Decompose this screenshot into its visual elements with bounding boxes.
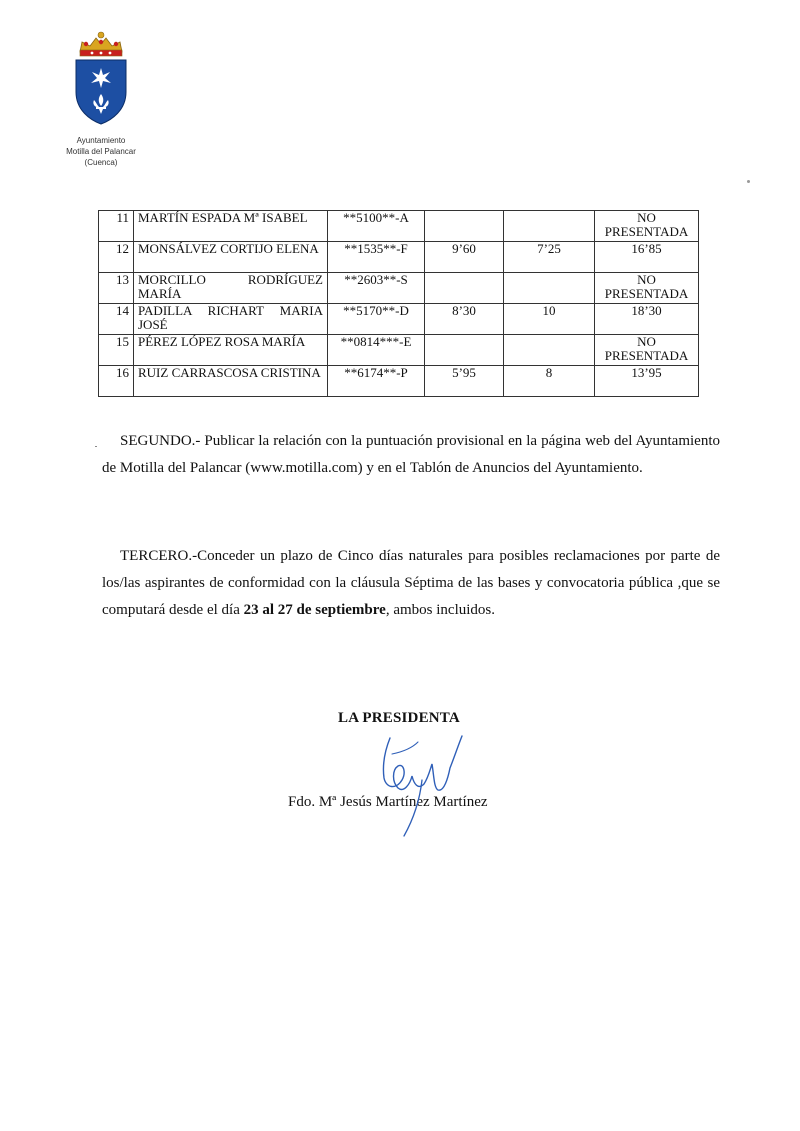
- score-second: 7’25: [504, 242, 595, 273]
- row-number: 15: [99, 335, 134, 366]
- score-total: NO PRESENTADA: [595, 211, 699, 242]
- org-province: (Cuenca): [84, 158, 118, 167]
- score-first: 5’95: [425, 366, 504, 397]
- score-first: [425, 335, 504, 366]
- candidate-id: **5100**-A: [328, 211, 425, 242]
- table-row: [99, 273, 699, 304]
- candidate-name: MONSÁLVEZ CORTIJO ELENA: [134, 242, 328, 273]
- candidate-name: MARTÍN ESPADA Mª ISABEL: [134, 211, 328, 242]
- crown-icon: [80, 32, 122, 56]
- score-second: 10: [504, 304, 595, 335]
- table-row: [99, 366, 699, 397]
- score-first: 9’60: [425, 242, 504, 273]
- score-second: [504, 211, 595, 242]
- row-number: 12: [99, 242, 134, 273]
- candidate-name: PÉREZ LÓPEZ ROSA MARÍA: [134, 335, 328, 366]
- candidate-id: **1535**-F: [328, 242, 425, 273]
- score-first: [425, 211, 504, 242]
- resolution-second-paragraph: [102, 428, 720, 482]
- handwritten-signature: [362, 718, 472, 858]
- claim-period-dates: 23 al 27 de septiembre: [243, 602, 386, 618]
- candidate-id: **5170**-D: [328, 304, 425, 335]
- resolution-third-paragraph: [102, 543, 720, 624]
- score-second: 8: [504, 366, 595, 397]
- score-second: [504, 273, 595, 304]
- score-total: 13’95: [595, 366, 699, 397]
- candidate-name: PADILLA RICHART MARIA JOSÉ: [134, 304, 328, 335]
- score-first: 8’30: [425, 304, 504, 335]
- org-name: Ayuntamiento: [76, 136, 126, 145]
- table-row: [99, 335, 699, 366]
- candidate-id: **0814***-E: [328, 335, 425, 366]
- row-number: 14: [99, 304, 134, 335]
- row-number: 13: [99, 273, 134, 304]
- table-row: [99, 304, 699, 335]
- third-paragraph-text: TERCERO.-Conceder un plazo de Cinco días naturales para posibles reclamaciones por parte de los/las aspirantes de conformidad con la cláusula Séptima de las bases y convocatoria pública ,que se computará desde el día: [102, 548, 720, 618]
- third-paragraph-ending: , ambos incluidos.: [385, 602, 495, 618]
- scan-mark: [747, 180, 750, 183]
- candidate-id: **6174**-P: [328, 366, 425, 397]
- score-total: 18’30: [595, 304, 699, 335]
- row-number: 11: [99, 211, 134, 242]
- score-first: [425, 273, 504, 304]
- scan-mark: [95, 446, 97, 447]
- row-number: 16: [99, 366, 134, 397]
- score-total: NO PRESENTADA: [595, 335, 699, 366]
- candidate-name: RUIZ CARRASCOSA CRISTINA: [134, 366, 328, 397]
- signatory-name: Fdo. Mª Jesús Martínez Martínez: [288, 794, 488, 810]
- candidate-name: MORCILLO RODRÍGUEZ MARÍA: [134, 273, 328, 304]
- table-row: [99, 211, 699, 242]
- second-paragraph-text: SEGUNDO.- Publicar la relación con la puntuación provisional en la página web del Ayuntamiento de Motilla del Palancar (www.motilla.com) y en el Tablón de Anuncios del Ayuntamiento.: [102, 433, 720, 476]
- score-second: [504, 335, 595, 366]
- org-town: Motilla del Palancar: [66, 147, 136, 156]
- municipality-label: [50, 135, 152, 168]
- score-total: 16’85: [595, 242, 699, 273]
- score-total: NO PRESENTADA: [595, 273, 699, 304]
- results-table: [98, 210, 699, 397]
- coat-of-arms-icon: [72, 30, 130, 126]
- table-row: [99, 242, 699, 273]
- candidate-id: **2603**-S: [328, 273, 425, 304]
- signatory-title: LA PRESIDENTA: [338, 710, 460, 726]
